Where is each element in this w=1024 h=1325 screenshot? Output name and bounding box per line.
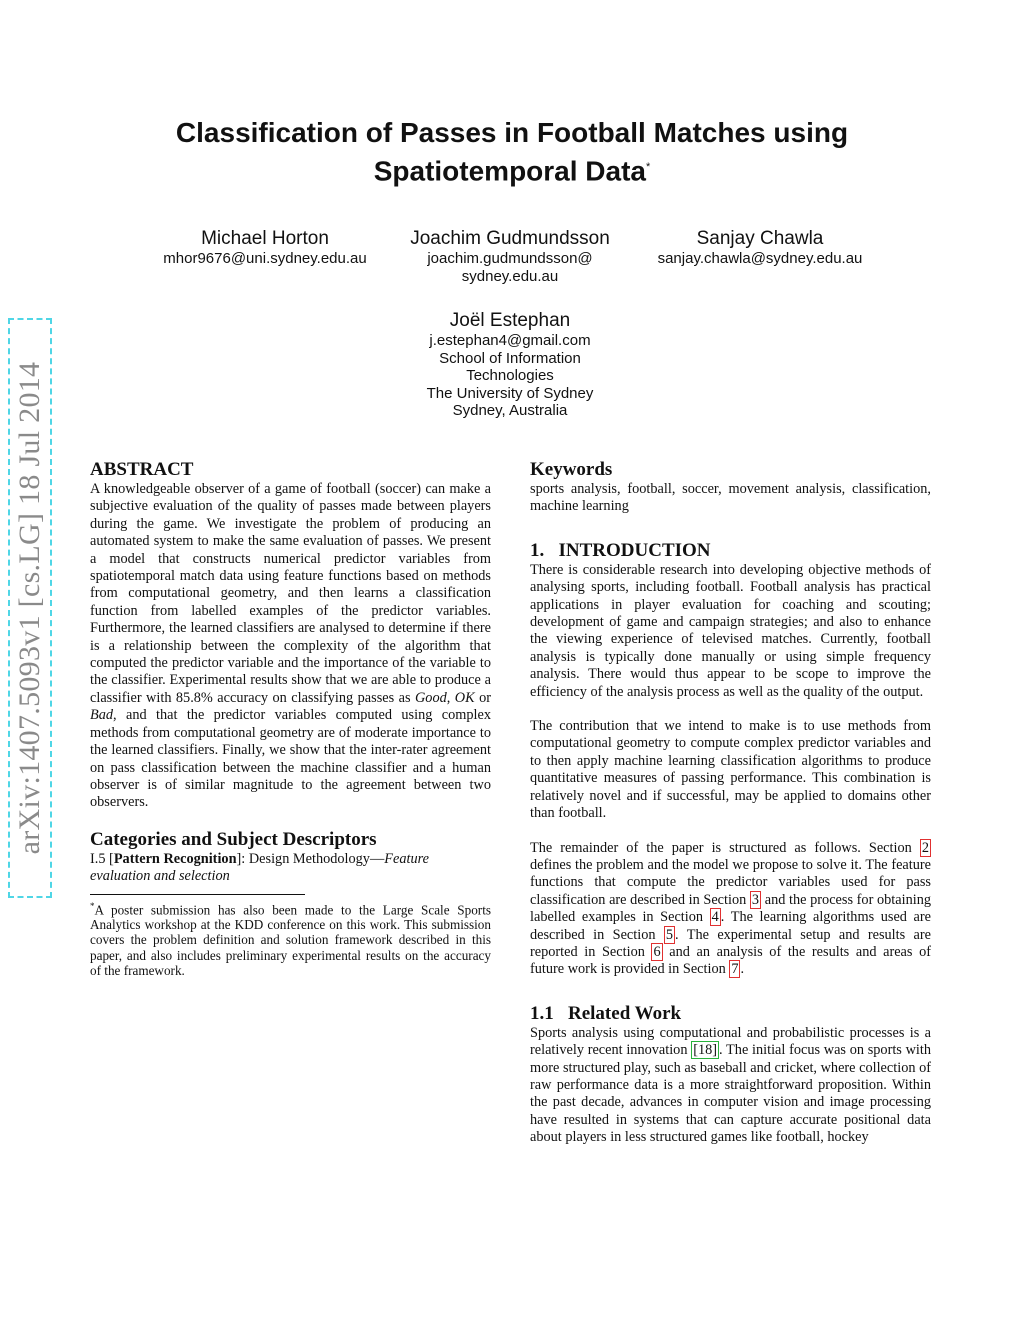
- author-affiliation: School of Information: [439, 349, 581, 367]
- title-footnote-mark: *: [646, 161, 651, 173]
- footnote-divider: [90, 894, 305, 895]
- arxiv-identifier-stamp: arXiv:1407.5093v1 [cs.LG] 18 Jul 2014: [8, 318, 52, 898]
- section-ref-link[interactable]: 2: [921, 839, 929, 856]
- author-email: sanjay.chawla@sydney.edu.au: [657, 250, 863, 267]
- paper-title: [0, 116, 1024, 188]
- title-line-1: Classification of Passes in Football Matches using: [175, 117, 849, 148]
- author-block: [140, 228, 390, 268]
- categories-heading: Categories and Subject Descriptors: [90, 828, 377, 850]
- section-ref-link[interactable]: 5: [665, 926, 674, 943]
- author-affiliation: The University of Sydney: [426, 384, 594, 402]
- left-column: [90, 459, 491, 978]
- author-block: [630, 228, 890, 268]
- intro-paragraph-3: The remainder of the paper is structured as follows. Section 2 defines the problem and the model we propose to solve it. The feature functions that compute the predictor variables used for pass classification are described in Section 3 and the process for obtaining labelled examples in Section 4 . The learning algorithms used are described in Section 5 . The experimental setup and results are reported in Section 6 and an analysis of the results and areas of future work is provided in Section 7 .: [530, 839, 932, 978]
- label-good: Good: [414, 689, 447, 706]
- abstract-text: A knowledgeable observer of a game of football (soccer) can make a subjective evaluation of the quality of passes made between players during the game. We investigate the problem of producing an automated system to make the same evaluation of passes. We present a model that constructs numerical predictor variables from spatiotemporal match data using feature functions based on methods from computational geometry, and then learns a classification function from labelled examples of the predictor variables. Furthermore, the learned classifiers are analysed to determine if there is a relationship between the complexity of the algorithm that computed the predictor variable and the importance of the variable to the classifier. Experimental results show that we are able to produce a classifier with 85.8% accuracy on classifying passes as Good, OK or Bad, and that the predictor variables computed using complex methods from computational geometry are of moderate importance to the learned classifiers. Finally, we show that the inter-rater agreement on pass classification between the machine classifier and a human observer is of similar magnitude to the agreement between two observers.: [90, 481, 492, 811]
- author-name: Joël Estephan: [449, 310, 571, 331]
- introduction-heading: 1. INTRODUCTION: [530, 539, 711, 561]
- right-column: [530, 459, 931, 1147]
- keywords-heading: Keywords: [530, 459, 613, 480]
- author-block: [385, 310, 635, 420]
- author-affiliation: Sydney, Australia: [452, 402, 568, 419]
- footnote-mark: *: [90, 900, 95, 911]
- citation-link[interactable]: [18]: [693, 1042, 718, 1059]
- title-line-2: Spatiotemporal Data: [373, 155, 646, 187]
- author-block: [385, 228, 635, 285]
- related-work-text: Sports analysis using computational and probabilistic processes is a relatively recent innovation [18] . The initial focus was on sports with more structured play, such as baseball and cricket, where collection of raw performance data is a more straightforward proposition. Within the past decade, advances in computer vision and image processing have resulted in systems that can capture accurate positional data about players in less structured games like football, hockey: [530, 1024, 931, 1146]
- section-ref-link[interactable]: 4: [711, 909, 719, 926]
- author-name: Joachim Gudmundsson: [410, 228, 610, 249]
- keywords-text: sports analysis, football, soccer, movement analysis, classification, machine learning: [530, 481, 931, 515]
- related-work-heading: 1.1 Related Work: [530, 1002, 682, 1024]
- author-email: joachim.gudmundsson@: [427, 250, 593, 267]
- categories-text: I.5 [Pattern Recognition]: Design Methodology—Feature evaluation and selection: [90, 850, 429, 885]
- intro-paragraph-2: The contribution that we intend to make is to use methods from computational geometry to compute complex predictor variables and to then apply machine learning classification algorithms to produce quantitative measures of passing performance. This combination is relatively novel and if successful, may be applied to domains other than football.: [530, 718, 931, 822]
- footnote: *A poster submission has also been made to the Large Scale Sports Analytics workshop at the KDD conference on this work. This submission covers the problem definition and solution framework described in this paper, and also includes preliminary experimental results on the accuracy of the framework.: [90, 900, 491, 978]
- author-name: Michael Horton: [201, 228, 329, 249]
- section-ref-link[interactable]: 7: [731, 961, 739, 978]
- author-email: j.estephan4@gmail.com: [429, 332, 591, 349]
- author-affiliation: Technologies: [466, 367, 554, 384]
- author-email: sydney.edu.au: [461, 267, 559, 285]
- section-ref-link[interactable]: 3: [751, 891, 760, 908]
- label-ok: OK: [454, 689, 475, 706]
- author-email: mhor9676@uni.sydney.edu.au: [163, 250, 367, 267]
- section-ref-link[interactable]: 6: [653, 943, 661, 960]
- label-bad: Bad: [90, 707, 114, 724]
- abstract-heading: ABSTRACT: [90, 459, 194, 480]
- author-name: Sanjay Chawla: [696, 228, 824, 249]
- intro-paragraph-1: There is considerable research into developing objective methods of analysing sports, including football. Football analysis has practical applications in player evaluation for coaching and scouting; development of game and campaign strategies; and also to enhance the viewing experience of televised matches. Currently, football analysis is typically done manually or using simple frequency analysis. There would thus appear to be scope to improve the efficiency of the analysis process as well as the quality of the output.: [530, 561, 931, 700]
